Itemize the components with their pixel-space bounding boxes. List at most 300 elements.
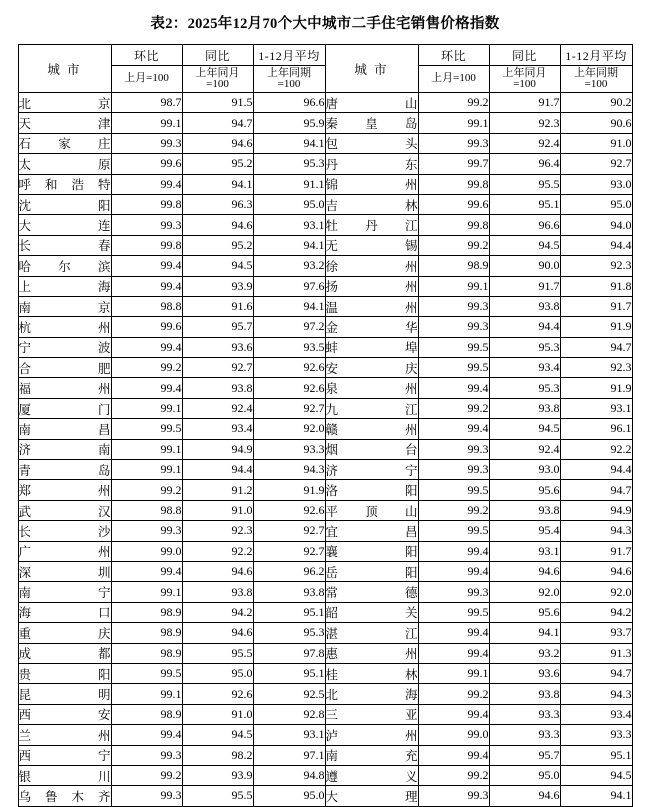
avg-value-right: 91.8 — [560, 276, 632, 296]
city-name-left: 西 宁 — [18, 745, 111, 765]
mom-value-left: 99.4 — [111, 378, 182, 398]
city-name-left: 南 昌 — [18, 419, 111, 439]
table-row — [18, 317, 632, 337]
yoy-value-left: 95.5 — [182, 786, 253, 806]
yoy-value-left: 95.7 — [182, 317, 253, 337]
table-row — [18, 582, 632, 602]
city-name-left: 沈 阳 — [18, 194, 111, 214]
mom-value-right: 99.3 — [418, 786, 489, 806]
yoy-value-right: 93.0 — [489, 460, 560, 480]
avg-value-left: 92.7 — [253, 541, 325, 561]
avg-value-left: 92.6 — [253, 378, 325, 398]
yoy-value-right: 93.8 — [489, 296, 560, 316]
avg-value-left: 95.0 — [253, 786, 325, 806]
mom-value-right: 99.1 — [418, 663, 489, 683]
city-name-left: 成 都 — [18, 643, 111, 663]
yoy-value-right: 95.3 — [489, 337, 560, 357]
avg-value-right: 93.4 — [560, 704, 632, 724]
city-name-right: 牡 丹 江 — [325, 215, 418, 235]
city-name-right: 锦 州 — [325, 174, 418, 194]
mom-value-right: 99.1 — [418, 276, 489, 296]
yoy-value-left: 94.6 — [182, 133, 253, 153]
mom-value-right: 99.5 — [418, 337, 489, 357]
header-yoy-sub-right-line1: 上年同月 — [502, 66, 547, 79]
avg-value-left: 93.1 — [253, 725, 325, 745]
mom-value-left: 99.4 — [111, 174, 182, 194]
avg-value-left: 93.2 — [253, 256, 325, 276]
avg-value-left: 92.8 — [253, 704, 325, 724]
yoy-value-right: 92.4 — [489, 439, 560, 459]
price-index-table — [18, 44, 633, 807]
city-name-left: 太 原 — [18, 154, 111, 174]
header-avg-left: 1-12月平均 — [253, 45, 325, 66]
yoy-value-right: 93.8 — [489, 398, 560, 418]
table-row — [18, 786, 632, 806]
city-name-left: 合 肥 — [18, 358, 111, 378]
avg-value-left: 95.1 — [253, 663, 325, 683]
city-name-left: 银 川 — [18, 765, 111, 785]
yoy-value-left: 94.5 — [182, 725, 253, 745]
yoy-value-right: 94.5 — [489, 235, 560, 255]
table-row — [18, 358, 632, 378]
yoy-value-right: 95.7 — [489, 745, 560, 765]
table-row — [18, 561, 632, 581]
yoy-value-left: 96.3 — [182, 194, 253, 214]
city-name-right: 大 理 — [325, 786, 418, 806]
table-row — [18, 235, 632, 255]
mom-value-left: 98.7 — [111, 93, 182, 113]
yoy-value-right: 96.6 — [489, 215, 560, 235]
avg-value-right: 93.3 — [560, 725, 632, 745]
yoy-value-right: 91.7 — [489, 93, 560, 113]
city-name-left: 深 圳 — [18, 561, 111, 581]
avg-value-right: 90.2 — [560, 93, 632, 113]
yoy-value-right: 93.6 — [489, 663, 560, 683]
mom-value-left: 99.1 — [111, 398, 182, 418]
yoy-value-left: 91.6 — [182, 296, 253, 316]
avg-value-right: 92.3 — [560, 358, 632, 378]
avg-value-right: 94.7 — [560, 663, 632, 683]
header-avg-right: 1-12月平均 — [560, 45, 632, 66]
yoy-value-right: 96.4 — [489, 154, 560, 174]
city-name-left: 长 春 — [18, 235, 111, 255]
mom-value-left: 99.3 — [111, 786, 182, 806]
mom-value-right: 99.3 — [418, 296, 489, 316]
yoy-value-left: 94.5 — [182, 256, 253, 276]
mom-value-left: 99.1 — [111, 460, 182, 480]
mom-value-left: 99.6 — [111, 154, 182, 174]
avg-value-left: 93.1 — [253, 215, 325, 235]
mom-value-right: 99.2 — [418, 500, 489, 520]
avg-value-right: 92.2 — [560, 439, 632, 459]
avg-value-right: 91.0 — [560, 133, 632, 153]
mom-value-left: 99.2 — [111, 358, 182, 378]
avg-value-right: 91.7 — [560, 296, 632, 316]
mom-value-left: 99.3 — [111, 215, 182, 235]
avg-value-right: 93.0 — [560, 174, 632, 194]
yoy-value-right: 93.3 — [489, 725, 560, 745]
table-row — [18, 296, 632, 316]
city-name-right: 九 江 — [325, 398, 418, 418]
table-row — [18, 439, 632, 459]
avg-value-right: 91.3 — [560, 643, 632, 663]
yoy-value-right: 94.5 — [489, 419, 560, 439]
mom-value-right: 99.2 — [418, 398, 489, 418]
yoy-value-left: 93.9 — [182, 276, 253, 296]
yoy-value-right: 95.3 — [489, 378, 560, 398]
mom-value-left: 99.4 — [111, 276, 182, 296]
city-name-right: 宜 昌 — [325, 521, 418, 541]
yoy-value-right: 92.4 — [489, 133, 560, 153]
avg-value-right: 90.6 — [560, 113, 632, 133]
avg-value-left: 95.3 — [253, 623, 325, 643]
city-name-right: 温 州 — [325, 296, 418, 316]
table-row — [18, 623, 632, 643]
city-name-left: 哈 尔 滨 — [18, 256, 111, 276]
city-name-right: 三 亚 — [325, 704, 418, 724]
yoy-value-left: 93.6 — [182, 337, 253, 357]
mom-value-right: 99.4 — [418, 643, 489, 663]
avg-value-left: 92.0 — [253, 419, 325, 439]
city-name-right: 赣 州 — [325, 419, 418, 439]
yoy-value-left: 91.5 — [182, 93, 253, 113]
city-name-left: 呼和浩特 — [18, 174, 111, 194]
city-name-left: 南 宁 — [18, 582, 111, 602]
city-name-left: 昆 明 — [18, 684, 111, 704]
table-row — [18, 521, 632, 541]
yoy-value-right: 93.1 — [489, 541, 560, 561]
yoy-value-left: 91.0 — [182, 500, 253, 520]
header-city-right: 城 市 — [325, 45, 418, 93]
yoy-value-left: 93.8 — [182, 378, 253, 398]
table-row — [18, 704, 632, 724]
yoy-value-left: 94.9 — [182, 439, 253, 459]
header-mom-left: 环比 — [111, 45, 182, 66]
city-name-right: 桂 林 — [325, 663, 418, 683]
city-name-left: 广 州 — [18, 541, 111, 561]
city-name-left: 长 沙 — [18, 521, 111, 541]
yoy-value-right: 94.6 — [489, 561, 560, 581]
city-name-right: 泉 州 — [325, 378, 418, 398]
yoy-value-left: 93.9 — [182, 765, 253, 785]
mom-value-left: 99.8 — [111, 194, 182, 214]
avg-value-left: 95.3 — [253, 154, 325, 174]
avg-value-left: 93.5 — [253, 337, 325, 357]
yoy-value-right: 93.4 — [489, 358, 560, 378]
city-name-left: 宁 波 — [18, 337, 111, 357]
city-name-right: 洛 阳 — [325, 480, 418, 500]
city-name-left: 青 岛 — [18, 460, 111, 480]
avg-value-left: 95.9 — [253, 113, 325, 133]
mom-value-right: 99.4 — [418, 704, 489, 724]
city-name-right: 韶 关 — [325, 602, 418, 622]
header-avg-sub-left-line1: 上年同期 — [267, 66, 311, 79]
mom-value-left: 99.5 — [111, 419, 182, 439]
header-mom-sub-right: 上月=100 — [418, 66, 489, 93]
city-name-left: 武 汉 — [18, 500, 111, 520]
yoy-value-right: 94.1 — [489, 623, 560, 643]
table-row — [18, 113, 632, 133]
table-row — [18, 256, 632, 276]
mom-value-left: 99.4 — [111, 725, 182, 745]
avg-value-right: 95.1 — [560, 745, 632, 765]
city-name-left: 大 连 — [18, 215, 111, 235]
yoy-value-left: 94.6 — [182, 215, 253, 235]
city-name-right: 惠 州 — [325, 643, 418, 663]
avg-value-right: 96.1 — [560, 419, 632, 439]
mom-value-left: 99.3 — [111, 133, 182, 153]
mom-value-left: 99.5 — [111, 663, 182, 683]
table-row — [18, 378, 632, 398]
yoy-value-left: 95.2 — [182, 235, 253, 255]
table-row — [18, 643, 632, 663]
yoy-value-left: 98.2 — [182, 745, 253, 765]
avg-value-right: 92.3 — [560, 256, 632, 276]
mom-value-right: 98.9 — [418, 256, 489, 276]
avg-value-right: 94.4 — [560, 460, 632, 480]
city-name-right: 蚌 埠 — [325, 337, 418, 357]
mom-value-left: 98.8 — [111, 500, 182, 520]
table-row — [18, 93, 632, 113]
mom-value-left: 99.1 — [111, 684, 182, 704]
city-name-right: 包 头 — [325, 133, 418, 153]
avg-value-left: 95.1 — [253, 602, 325, 622]
city-name-right: 唐 山 — [325, 93, 418, 113]
yoy-value-left: 92.2 — [182, 541, 253, 561]
avg-value-right: 93.1 — [560, 398, 632, 418]
city-name-left: 上 海 — [18, 276, 111, 296]
table-row — [18, 745, 632, 765]
city-name-left: 西 安 — [18, 704, 111, 724]
header-mom-right: 环比 — [418, 45, 489, 66]
mom-value-left: 99.1 — [111, 439, 182, 459]
mom-value-left: 98.8 — [111, 296, 182, 316]
city-name-right: 秦 皇 岛 — [325, 113, 418, 133]
avg-value-left: 91.9 — [253, 480, 325, 500]
mom-value-right: 99.4 — [418, 561, 489, 581]
table-row — [18, 541, 632, 561]
mom-value-right: 99.2 — [418, 93, 489, 113]
mom-value-left: 98.9 — [111, 643, 182, 663]
mom-value-right: 99.5 — [418, 521, 489, 541]
mom-value-right: 99.0 — [418, 725, 489, 745]
city-name-right: 遵 义 — [325, 765, 418, 785]
avg-value-left: 97.8 — [253, 643, 325, 663]
yoy-value-left: 92.7 — [182, 358, 253, 378]
header-yoy-left: 同比 — [182, 45, 253, 66]
mom-value-right: 99.3 — [418, 439, 489, 459]
city-name-left: 重 庆 — [18, 623, 111, 643]
city-name-right: 南 充 — [325, 745, 418, 765]
avg-value-right: 94.1 — [560, 786, 632, 806]
avg-value-right: 94.3 — [560, 521, 632, 541]
table-row — [18, 398, 632, 418]
mom-value-right: 99.3 — [418, 582, 489, 602]
header-city-left: 城 市 — [18, 45, 111, 93]
mom-value-right: 99.5 — [418, 602, 489, 622]
table-row — [18, 215, 632, 235]
mom-value-left: 99.8 — [111, 235, 182, 255]
city-name-right: 泸 州 — [325, 725, 418, 745]
header-yoy-sub-right-line2: =100 — [513, 78, 536, 90]
mom-value-left: 99.2 — [111, 480, 182, 500]
avg-value-left: 97.1 — [253, 745, 325, 765]
city-name-right: 常 德 — [325, 582, 418, 602]
mom-value-right: 99.4 — [418, 541, 489, 561]
yoy-value-right: 95.1 — [489, 194, 560, 214]
mom-value-right: 99.2 — [418, 765, 489, 785]
avg-value-right: 93.7 — [560, 623, 632, 643]
header-yoy-sub-left-line2: =100 — [206, 78, 229, 90]
city-name-left: 兰 州 — [18, 725, 111, 745]
yoy-value-right: 95.4 — [489, 521, 560, 541]
city-name-right: 烟 台 — [325, 439, 418, 459]
table-row — [18, 419, 632, 439]
city-name-right: 平 顶 山 — [325, 500, 418, 520]
table-row — [18, 765, 632, 785]
mom-value-left: 99.2 — [111, 765, 182, 785]
mom-value-left: 99.3 — [111, 745, 182, 765]
table-row — [18, 480, 632, 500]
city-name-left: 海 口 — [18, 602, 111, 622]
header-yoy-sub-right — [489, 66, 560, 93]
header-avg-sub-right — [560, 66, 632, 93]
table-row — [18, 460, 632, 480]
mom-value-right: 99.5 — [418, 358, 489, 378]
yoy-value-left: 92.6 — [182, 684, 253, 704]
avg-value-left: 94.1 — [253, 235, 325, 255]
mom-value-left: 99.3 — [111, 521, 182, 541]
city-name-left: 天 津 — [18, 113, 111, 133]
mom-value-left: 98.9 — [111, 704, 182, 724]
city-name-right: 吉 林 — [325, 194, 418, 214]
avg-value-right: 91.9 — [560, 317, 632, 337]
avg-value-left: 94.8 — [253, 765, 325, 785]
avg-value-left: 94.1 — [253, 296, 325, 316]
city-name-left: 郑 州 — [18, 480, 111, 500]
table-body — [18, 93, 632, 807]
city-name-right: 安 庆 — [325, 358, 418, 378]
mom-value-right: 99.6 — [418, 194, 489, 214]
yoy-value-right: 92.3 — [489, 113, 560, 133]
yoy-value-right: 93.2 — [489, 643, 560, 663]
yoy-value-right: 94.6 — [489, 786, 560, 806]
header-yoy-sub-left — [182, 66, 253, 93]
avg-value-left: 92.7 — [253, 398, 325, 418]
avg-value-left: 94.3 — [253, 460, 325, 480]
yoy-value-left: 94.1 — [182, 174, 253, 194]
table-row — [18, 500, 632, 520]
yoy-value-left: 93.8 — [182, 582, 253, 602]
avg-value-right: 92.7 — [560, 154, 632, 174]
avg-value-left: 92.5 — [253, 684, 325, 704]
city-name-left: 南 京 — [18, 296, 111, 316]
city-name-right: 济 宁 — [325, 460, 418, 480]
table-row — [18, 194, 632, 214]
yoy-value-left: 91.2 — [182, 480, 253, 500]
table-row — [18, 663, 632, 683]
avg-value-left: 97.6 — [253, 276, 325, 296]
avg-value-right: 95.0 — [560, 194, 632, 214]
mom-value-left: 99.6 — [111, 317, 182, 337]
table-row — [18, 276, 632, 296]
city-name-right: 丹 东 — [325, 154, 418, 174]
avg-value-left: 97.2 — [253, 317, 325, 337]
mom-value-right: 99.3 — [418, 133, 489, 153]
table-row — [18, 684, 632, 704]
city-name-right: 岳 阳 — [325, 561, 418, 581]
table-row — [18, 602, 632, 622]
city-name-left: 杭 州 — [18, 317, 111, 337]
header-mom-sub-left: 上月=100 — [111, 66, 182, 93]
yoy-value-left: 94.6 — [182, 623, 253, 643]
avg-value-right: 94.7 — [560, 337, 632, 357]
avg-value-right: 91.7 — [560, 541, 632, 561]
mom-value-right: 99.7 — [418, 154, 489, 174]
avg-value-right: 91.9 — [560, 378, 632, 398]
yoy-value-left: 95.2 — [182, 154, 253, 174]
table-row — [18, 133, 632, 153]
yoy-value-right: 91.7 — [489, 276, 560, 296]
table-row — [18, 337, 632, 357]
mom-value-right: 99.5 — [418, 480, 489, 500]
city-name-left: 厦 门 — [18, 398, 111, 418]
avg-value-left: 95.0 — [253, 194, 325, 214]
city-name-right: 徐 州 — [325, 256, 418, 276]
header-avg-sub-left-line2: =100 — [277, 78, 301, 90]
yoy-value-left: 95.0 — [182, 663, 253, 683]
yoy-value-left: 94.2 — [182, 602, 253, 622]
mom-value-left: 99.4 — [111, 561, 182, 581]
yoy-value-right: 93.8 — [489, 684, 560, 704]
mom-value-left: 98.9 — [111, 602, 182, 622]
city-name-right: 无 锡 — [325, 235, 418, 255]
mom-value-right: 99.1 — [418, 113, 489, 133]
mom-value-right: 99.4 — [418, 378, 489, 398]
mom-value-left: 99.4 — [111, 337, 182, 357]
yoy-value-right: 93.3 — [489, 704, 560, 724]
city-name-left: 福 州 — [18, 378, 111, 398]
yoy-value-left: 95.5 — [182, 643, 253, 663]
avg-value-right: 94.2 — [560, 602, 632, 622]
table-header — [18, 45, 632, 93]
city-name-left: 石 家 庄 — [18, 133, 111, 153]
yoy-value-right: 95.6 — [489, 480, 560, 500]
mom-value-right: 99.4 — [418, 745, 489, 765]
avg-value-right: 94.9 — [560, 500, 632, 520]
city-name-right: 金 华 — [325, 317, 418, 337]
avg-value-right: 94.6 — [560, 561, 632, 581]
mom-value-right: 99.4 — [418, 419, 489, 439]
mom-value-left: 99.4 — [111, 256, 182, 276]
mom-value-left: 99.1 — [111, 582, 182, 602]
mom-value-right: 99.8 — [418, 215, 489, 235]
mom-value-left: 98.9 — [111, 623, 182, 643]
yoy-value-right: 95.6 — [489, 602, 560, 622]
table-row — [18, 174, 632, 194]
avg-value-left: 92.6 — [253, 500, 325, 520]
yoy-value-right: 95.5 — [489, 174, 560, 194]
avg-value-right: 94.3 — [560, 684, 632, 704]
avg-value-right: 94.5 — [560, 765, 632, 785]
avg-value-left: 96.2 — [253, 561, 325, 581]
mom-value-right: 99.3 — [418, 460, 489, 480]
avg-value-left: 93.8 — [253, 582, 325, 602]
yoy-value-left: 94.7 — [182, 113, 253, 133]
header-avg-sub-right-line2: =100 — [584, 78, 608, 90]
city-name-left: 济 南 — [18, 439, 111, 459]
yoy-value-left: 94.6 — [182, 561, 253, 581]
